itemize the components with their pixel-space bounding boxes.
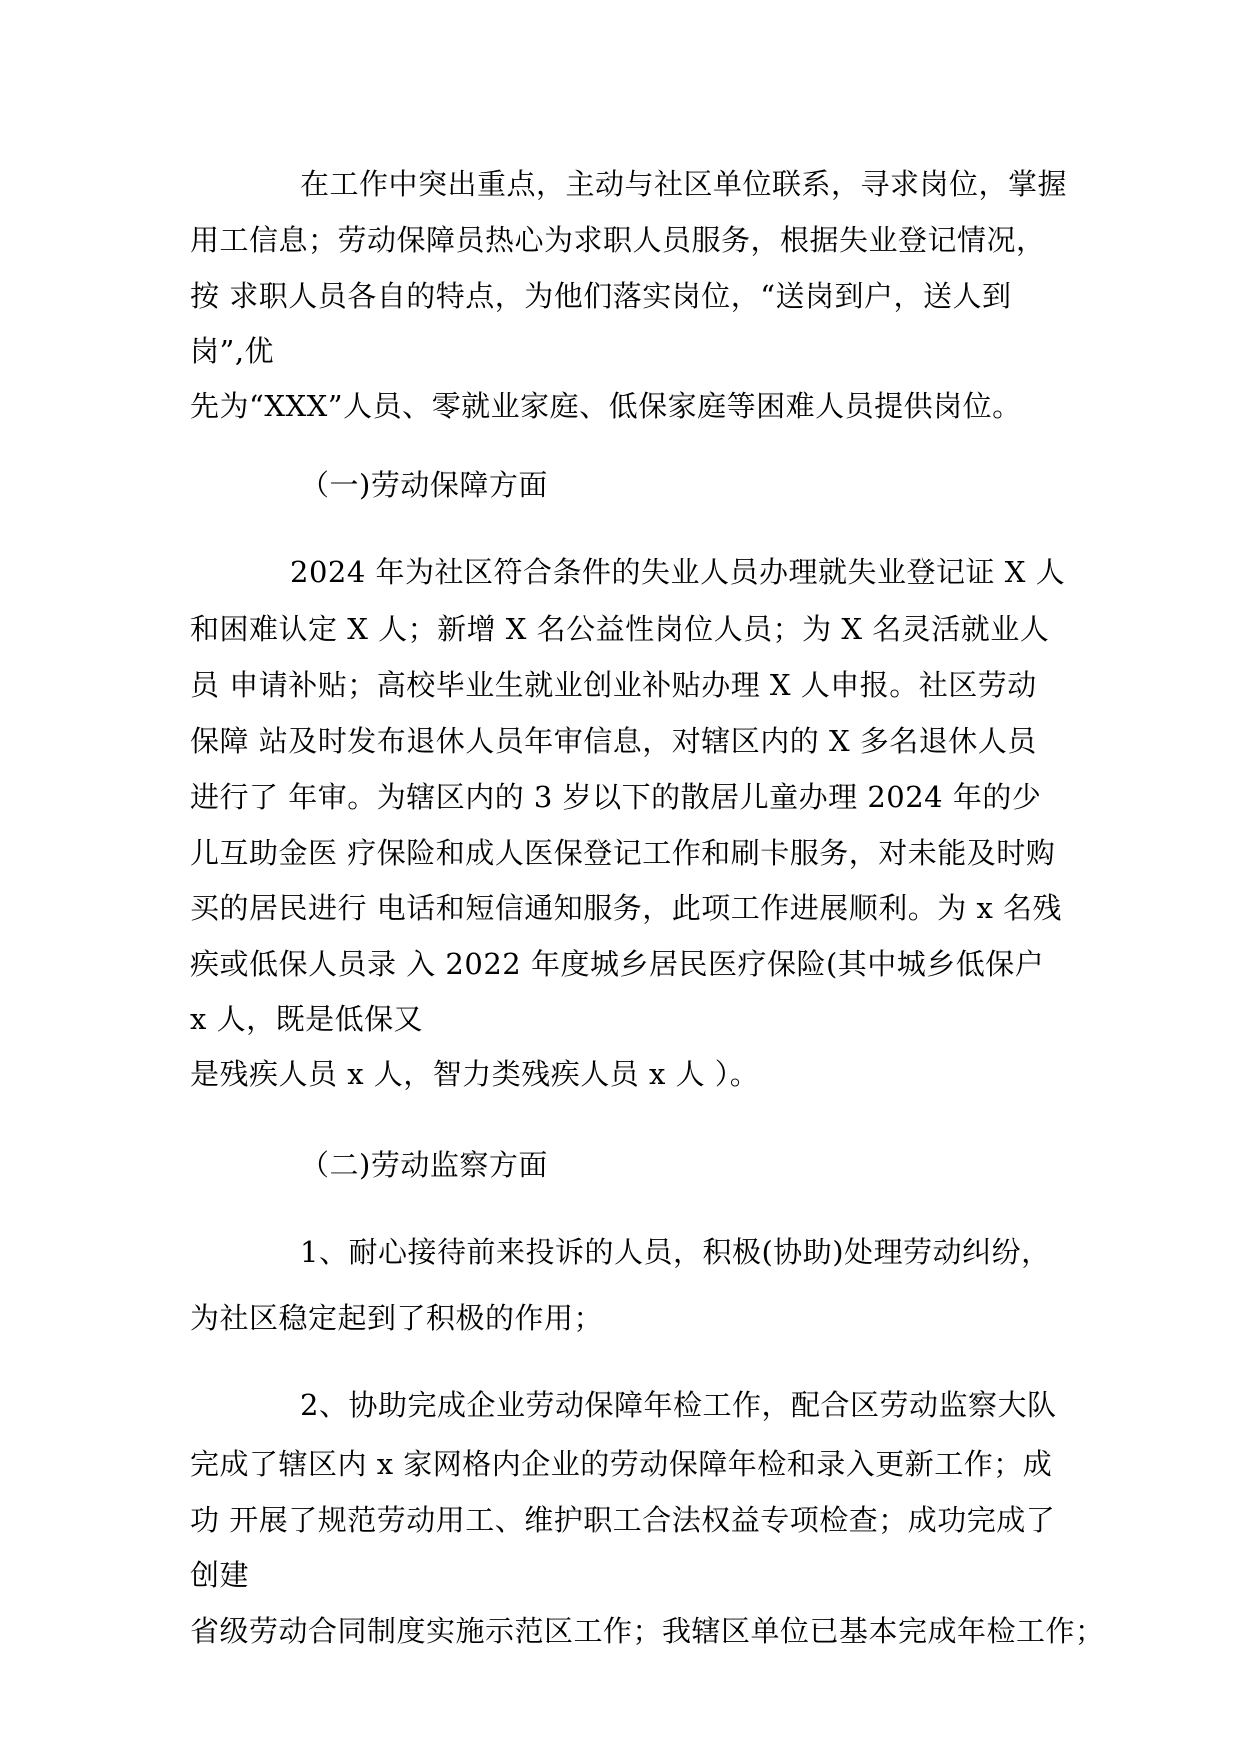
paragraph-line: 先为“XXX”人员、零就业家庭、低保家庭等困难人员提供岗位。 xyxy=(190,389,1022,423)
paragraph-line: 功 开展了规范劳动用工、维护职工合法权益专项检查；成功完成了 xyxy=(190,1503,1056,1537)
paragraph-line: 2024 年为社区符合条件的失业人员办理就失业登记证 X 人 xyxy=(290,555,1066,589)
paragraph-line: 买的居民进行 电话和短信通知服务，此项工作进展顺利。为 x 名残 xyxy=(190,891,1063,925)
paragraph-line: 为社区稳定起到了积极的作用； xyxy=(190,1301,604,1335)
paragraph-line: 用工信息；劳动保障员热心为求职人员服务，根据失业登记情况， xyxy=(190,223,1046,257)
paragraph-line: 完成了辖区内 x 家网格内企业的劳动保障年检和录入更新工作；成 xyxy=(190,1447,1053,1481)
paragraph-line: x 人，既是低保又 xyxy=(190,1002,424,1036)
paragraph-line: 按 求职人员各自的特点，为他们落实岗位，“送岗到户，送人到 xyxy=(190,279,1012,313)
paragraph-line: 儿互助金医 疗保险和成人医保登记工作和刷卡服务，对未能及时购 xyxy=(190,836,1056,870)
paragraph-line: 员 申请补贴；高校毕业生就业创业补贴办理 X 人申报。社区劳动 xyxy=(190,668,1037,702)
section-heading-labor-inspection: （二)劳动监察方面 xyxy=(300,1148,548,1182)
paragraph-line: 2、协助完成企业劳动保障年检工作，配合区劳动监察大队 xyxy=(300,1388,1057,1422)
paragraph-line: 1、耐心接待前来投诉的人员，积极(协助)处理劳动纠纷， xyxy=(300,1235,1051,1269)
paragraph-line: 创建 xyxy=(190,1558,250,1592)
paragraph-line: 在工作中突出重点，主动与社区单位联系，寻求岗位，掌握 xyxy=(300,167,1068,201)
paragraph-line: 省级劳动合同制度实施示范区工作；我辖区单位已基本完成年检工作； xyxy=(190,1614,1105,1648)
paragraph-line: 进行了 年审。为辖区内的 3 岁以下的散居儿童办理 2024 年的少 xyxy=(190,780,1042,814)
paragraph-line: 保障 站及时发布退休人员年审信息，对辖区内的 X 多名退休人员 xyxy=(190,724,1037,758)
paragraph-line: 是残疾人员 x 人，智力类残疾人员 x 人 ）。 xyxy=(190,1057,760,1091)
paragraph-line: 岗”,优 xyxy=(190,334,275,368)
section-heading-labor-security: （一)劳动保障方面 xyxy=(300,468,548,502)
paragraph-line: 疾或低保人员录 入 2022 年度城乡居民医疗保险(其中城乡低保户 xyxy=(190,947,1045,981)
paragraph-line: 和困难认定 X 人；新增 X 名公益性岗位人员；为 X 名灵活就业人 xyxy=(190,612,1050,646)
